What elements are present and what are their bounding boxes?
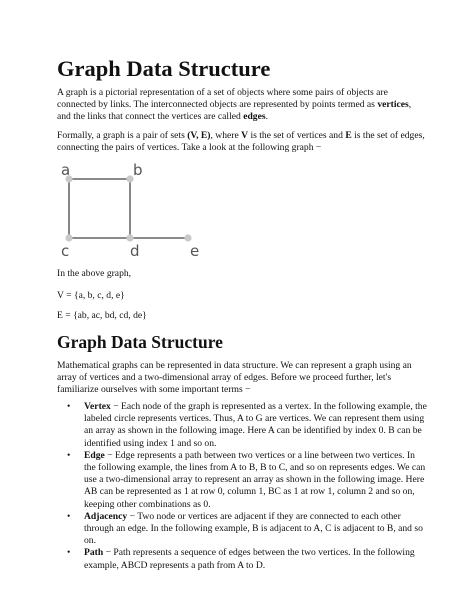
- formal-v: V: [241, 130, 249, 141]
- term-adjacency: Adjacency: [84, 510, 128, 522]
- list-item: [67, 511, 427, 548]
- term-desc: − Edge represents a path between two vertices or a line between two vertices. In the following example, the lines from A to B, B to C, and so on represents edges. We can use a two-dimensional array to represent an array as shown in the following image. Here AB can be represented as 1 at row 0, column 1, BC as 1 at row 1, column 2 and so on, keeping other combinations as 0.: [84, 449, 426, 510]
- intro-text-2: , and the links that connect the vertices are called: [57, 99, 412, 123]
- formal-e: E: [345, 130, 352, 141]
- graph-node-d: [126, 234, 133, 241]
- graph-label-d: d: [130, 242, 140, 259]
- formal-text-1: Formally, a graph is a pair of sets: [57, 130, 188, 141]
- vertices-term: vertices: [377, 99, 409, 111]
- graph-label-a: a: [61, 163, 71, 179]
- formal-text-4: is the set of edges, connecting the pairs of vertices. Take a look at the following graph −: [57, 130, 425, 154]
- term-desc: − Two node or vertices are adjacent if they are connected to each other through an edge. In the following example, B is adjacent to A, C is adjacent to B, and so on.: [84, 510, 423, 547]
- intro-paragraph: [57, 87, 427, 124]
- bullet: •: [67, 401, 71, 412]
- terms-list: [67, 401, 427, 572]
- vertex-set: V = {a, b, c, d, e}: [57, 290, 125, 301]
- graph-label-c: c: [61, 242, 70, 259]
- section-intro: Mathematical graphs can be represented in data structure. We can represent a graph using an array of vertices and a two-dimensional array of edges. Before we proceed further, let's familiarize ourselves with some important terms −: [57, 360, 412, 396]
- formal-text-2: , where: [210, 130, 242, 141]
- page-title: Graph Data Structure: [57, 56, 271, 81]
- term-vertex: Vertex: [84, 401, 111, 412]
- section-title: Graph Data Structure: [57, 332, 223, 352]
- edge-set: E = {ab, ac, bd, cd, de}: [57, 310, 147, 321]
- intro-text-1: A graph is a pictorial representation of a set of objects where some pairs of objects are connected by links. The interconnected objects are represented by points termed as: [57, 87, 388, 111]
- list-item: [67, 450, 427, 511]
- bullet: •: [67, 510, 71, 522]
- bullet: •: [67, 547, 71, 559]
- term-desc: − Path represents a sequence of edges between the two vertices. In the following example, ABCD represents a path from A to D.: [84, 547, 415, 571]
- bullet: •: [67, 449, 71, 461]
- list-item: [67, 547, 427, 571]
- term-desc: − Each node of the graph is represented as a vertex. In the following example, the labeled circle represents vertices. Thus, A to G are vertices. We can represent them using an array as shown in the following image. Here A can be identified by index 0. B can be identified using index 1 and so on.: [84, 401, 427, 449]
- formal-paragraph: [57, 130, 427, 154]
- graph-node-c: [65, 234, 72, 241]
- term-path: Path: [84, 547, 104, 559]
- graph-label-b: b: [133, 163, 143, 179]
- graph-label-e: e: [190, 242, 200, 259]
- graph-diagram: [57, 163, 207, 259]
- formal-text-3: is the set of vertices and: [248, 130, 346, 141]
- term-edge: Edge: [84, 449, 105, 461]
- formal-pair: (V, E): [187, 130, 211, 141]
- edges-term: edges: [243, 111, 266, 123]
- intro-text-3: .: [265, 111, 268, 123]
- above-graph-text: In the above graph,: [57, 268, 132, 279]
- graph-node-e: [184, 234, 191, 241]
- list-item: [67, 401, 427, 450]
